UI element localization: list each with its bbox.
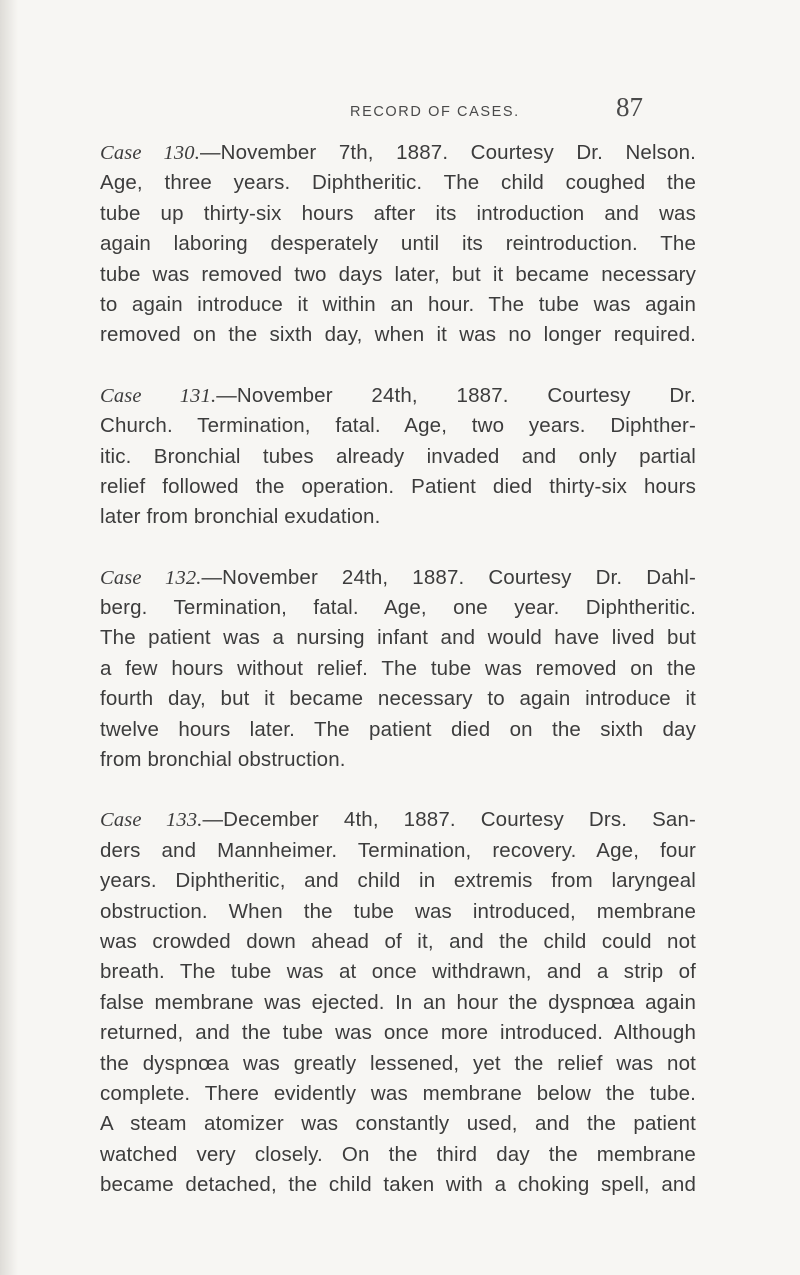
text-line: twelve hours later. The patient died on the sixth day: [100, 717, 696, 741]
binding-shadow: [0, 0, 18, 1275]
case-130-paragraph: [100, 138, 696, 351]
text-line: breath. The tube was at once withdrawn, and a strip of: [100, 960, 696, 984]
case-132-paragraph: [100, 563, 696, 776]
text-line: tube up thirty-six hours after its introduction and was: [100, 201, 696, 225]
text-line: Age, three years. Diphtheritic. The child coughed the: [100, 171, 696, 195]
page-number: 87: [616, 92, 643, 122]
text-line: a few hours without relief. The tube was removed on the: [100, 656, 696, 680]
text-line: obstruction. When the tube was introduced, membrane: [100, 899, 696, 923]
text-line: the dyspnœa was greatly lessened, yet the relief was not: [100, 1051, 696, 1075]
case-133-paragraph: [100, 805, 696, 1200]
text-line: years. Diphtheritic, and child in extremis from laryngeal: [100, 869, 696, 893]
text-line: The patient was a nursing infant and would have lived but: [100, 626, 696, 650]
text-line: removed on the sixth day, when it was no longer required.: [100, 323, 696, 347]
text-line: again laboring desperately until its reintroduction. The: [100, 232, 696, 256]
text-line: to again introduce it within an hour. The tube was again: [100, 292, 696, 316]
running-head: RECORD OF CASES.: [350, 104, 520, 120]
text-line: berg. Termination, fatal. Age, one year. Diphtheritic.: [100, 596, 696, 620]
body-text: [100, 138, 696, 1231]
case-131-line-1: Case 131.—November 24th, 1887. Courtesy Dr.: [100, 383, 696, 407]
text-line: fourth day, but it became necessary to again introduce it: [100, 687, 696, 711]
text-line: was crowded down ahead of it, and the child could not: [100, 929, 696, 953]
case-130-label: Case 130.: [100, 142, 200, 164]
text-line: false membrane was ejected. In an hour the dyspnœa again: [100, 990, 696, 1014]
case-130-line-1: Case 130.—November 7th, 1887. Courtesy Dr. Nelson.: [100, 141, 696, 164]
case-133-line-1: Case 133.—December 4th, 1887. Courtesy Drs. San-: [100, 808, 696, 832]
text-line: relief followed the operation. Patient died thirty-six hours: [100, 474, 696, 498]
case-132-line-1: Case 132.—November 24th, 1887. Courtesy Dr. Dahl-: [100, 565, 696, 589]
text-line: became detached, the child taken with a choking spell, and: [100, 1173, 696, 1197]
case-131-label: Case 131.: [100, 384, 217, 407]
text-line: later from bronchial exudation.: [100, 505, 381, 529]
text-line: tube was removed two days later, but it became necessary: [100, 262, 696, 286]
text-line: A steam atomizer was constantly used, and the patient: [100, 1112, 696, 1136]
text-line: ders and Mannheimer. Termination, recovery. Age, four: [100, 838, 696, 862]
case-133-label: Case 133.: [100, 809, 203, 832]
text-line: Church. Termination, fatal. Age, two years. Diphther-: [100, 414, 696, 438]
case-131-paragraph: [100, 381, 696, 533]
text-line: itic. Bronchial tubes already invaded and only partial: [100, 444, 696, 468]
case-132-label: Case 132.: [100, 566, 202, 589]
text-line: complete. There evidently was membrane below the tube.: [100, 1081, 696, 1105]
text-line: watched very closely. On the third day the membrane: [100, 1142, 696, 1166]
text-line: returned, and the tube was once more introduced. Although: [100, 1021, 696, 1045]
text-line: from bronchial obstruction.: [100, 748, 346, 772]
